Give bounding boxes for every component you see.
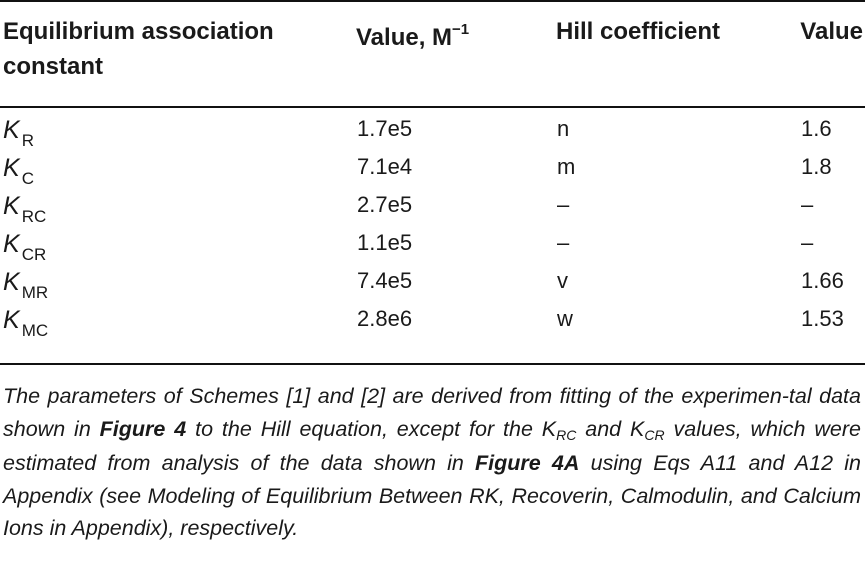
constant-symbol: K <box>3 154 20 182</box>
constant-cell <box>3 192 47 226</box>
table-row <box>0 150 865 188</box>
value-cell: 7.4e5 <box>357 268 413 293</box>
constant-cell <box>3 306 49 340</box>
constant-symbol: K <box>3 116 20 144</box>
header-hill-coefficient: Hill coefficient <box>556 18 721 45</box>
caption-text: to the Hill equation, except for the K <box>186 416 557 441</box>
caption-text: values, which were estimated from analysis of the data shown in <box>3 416 861 475</box>
constant-subscript: R <box>21 131 34 150</box>
header-equilibrium-constant: Equilibrium association constant <box>3 18 274 80</box>
constant-subscript: MR <box>21 283 49 302</box>
constant-symbol: K <box>3 306 20 334</box>
constant-subscript: C <box>21 169 34 188</box>
table-row <box>0 112 865 150</box>
constant-cell <box>3 268 49 302</box>
hill-value-cell: 1.53 <box>801 306 844 331</box>
constant-symbol: K <box>3 192 20 220</box>
constant-subscript: CR <box>21 245 47 264</box>
hill-cell: m <box>557 154 576 179</box>
figure-4a-link[interactable]: Figure 4A <box>475 451 580 475</box>
hill-cell: w <box>557 306 573 331</box>
hill-value-cell: 1.8 <box>801 154 832 179</box>
hill-value-cell: 1.66 <box>801 268 844 293</box>
constant-cell <box>3 116 34 150</box>
constant-subscript: MC <box>21 321 49 340</box>
table-row <box>0 264 865 302</box>
hill-value-cell: 1.6 <box>801 116 832 141</box>
constant-symbol: K <box>3 230 20 258</box>
header-value-m <box>356 14 469 55</box>
constant-cell <box>3 230 47 264</box>
caption-text: using Eqs A11 and A12 in Appendix (see Modeling of Equilibrium Between RK, Recoverin, Calmodulin, and Calcium Ions in Appendix), respectively. <box>3 451 861 540</box>
hill-value-cell: – <box>801 192 814 217</box>
header-value: Value <box>800 18 863 45</box>
value-cell: 1.7e5 <box>357 116 413 141</box>
table-header-rule <box>0 106 865 108</box>
caption-subscript: CR <box>644 426 665 443</box>
caption-subscript: RC <box>556 426 577 443</box>
value-cell: 2.7e5 <box>357 192 413 217</box>
constant-subscript: RC <box>21 207 47 226</box>
table-row <box>0 188 865 226</box>
hill-cell: – <box>557 192 570 217</box>
table-row <box>0 226 865 264</box>
value-cell: 2.8e6 <box>357 306 413 331</box>
caption-text: and K <box>576 416 645 441</box>
table-row <box>0 302 865 340</box>
hill-cell: v <box>557 268 568 293</box>
figure-4-link[interactable]: Figure 4 <box>99 416 187 441</box>
caption-text: The parameters of Schemes [1] and [2] are derived from fitting of the experimen-tal data shown in <box>3 384 861 441</box>
hill-value-cell: – <box>801 230 814 255</box>
header-value-label: Value, M <box>356 24 453 51</box>
value-cell: 1.1e5 <box>357 230 413 255</box>
table-bottom-rule <box>0 363 865 365</box>
value-cell: 7.1e4 <box>357 154 413 179</box>
table-footnote <box>3 380 861 545</box>
header-value-exponent: −1 <box>452 21 470 38</box>
table-top-rule <box>0 0 865 2</box>
hill-cell: n <box>557 116 570 141</box>
constant-symbol: K <box>3 268 20 296</box>
hill-cell: – <box>557 230 570 255</box>
constant-cell <box>3 154 34 188</box>
